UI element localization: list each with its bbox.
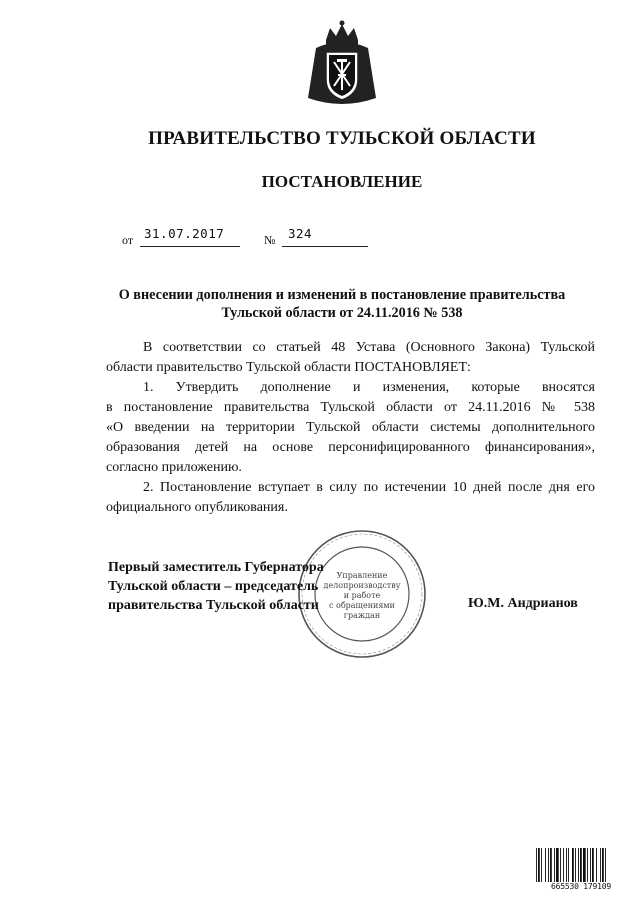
registration-line [122, 226, 382, 248]
barcode-bar [590, 848, 591, 882]
government-title: ПРАВИТЕЛЬСТВО ТУЛЬСКОЙ ОБЛАСТИ [148, 128, 536, 149]
barcode-bar [550, 848, 552, 882]
signatory-name: Ю.М. Андрианов [468, 596, 578, 611]
position-line: Первый заместитель Губернатора [108, 560, 324, 575]
body-line: согласно приложению. [106, 460, 242, 475]
document-type-title: ПОСТАНОВЛЕНИЕ [261, 172, 423, 191]
date-prefix-label: от [122, 233, 134, 247]
barcode-bar [560, 848, 561, 882]
barcode-image [535, 848, 627, 884]
stamp-text: Управление [336, 571, 388, 580]
barcode-bar [583, 848, 586, 882]
body-line: В соответствии со статьей 48 Устава (Основного Закона) Тульской [143, 340, 595, 355]
body-line: в постановление правительства Тульской области от 24.11.2016 № 538 [106, 400, 595, 415]
body-line: «О введении на территории Тульской области системы дополнительного [106, 420, 595, 435]
barcode-bar [548, 848, 549, 882]
barcode-bar [600, 848, 601, 882]
body-line: образования детей на основе персонифицированного финансирования», [106, 440, 595, 455]
position-line: правительства Тульской области [108, 598, 319, 613]
barcode-bar [554, 848, 555, 882]
stamp-text: граждан [343, 611, 381, 620]
date-underline [140, 246, 240, 247]
barcode-bar [545, 848, 546, 882]
barcode-number: 665530 179109 [550, 882, 611, 891]
barcode-bar [556, 848, 559, 882]
barcode-bar [538, 848, 540, 882]
stamp-text: с обращениями [329, 601, 395, 610]
body-line: 2. Постановление вступает в силу по истечении 10 дней после дня его [143, 480, 595, 495]
body-line: области правительство Тульской области ПОСТАНОВЛЯЕТ: [106, 360, 471, 375]
position-line: Тульской области – председатель [108, 579, 319, 594]
barcode-bar [587, 848, 588, 882]
barcode-bar [580, 848, 582, 882]
stamp-text: делопроизводству [323, 581, 401, 590]
barcode-bar [592, 848, 594, 882]
subject-line: О внесении дополнения и изменений в постановление правительства [118, 287, 566, 303]
barcode-bar [568, 848, 569, 882]
body-line: 1. Утвердить дополнение и изменения, которые вносятся [143, 380, 595, 395]
barcode-bar [536, 848, 537, 882]
barcode-bar [602, 848, 604, 882]
document-body [106, 338, 595, 518]
number-prefix-label: № [264, 233, 276, 247]
barcode-bar [563, 848, 564, 882]
coat-of-arms-emblem [302, 18, 382, 114]
number-underline [282, 246, 368, 247]
barcode-bar [575, 848, 576, 882]
document-date: 31.07.2017 [144, 226, 225, 241]
document-number: 324 [288, 226, 313, 241]
barcode-bar [541, 848, 542, 882]
document-subject [80, 286, 604, 322]
stamp-text: и работе [343, 591, 381, 600]
subject-line: Тульской области от 24.11.2016 № 538 [221, 305, 463, 321]
barcode-bar [596, 848, 597, 882]
barcode-bar [578, 848, 579, 882]
barcode-bar [605, 848, 606, 882]
signatory-position [108, 558, 324, 615]
barcode-bar [566, 848, 567, 882]
body-line: официального опубликования. [106, 500, 288, 515]
barcode-bar [572, 848, 574, 882]
